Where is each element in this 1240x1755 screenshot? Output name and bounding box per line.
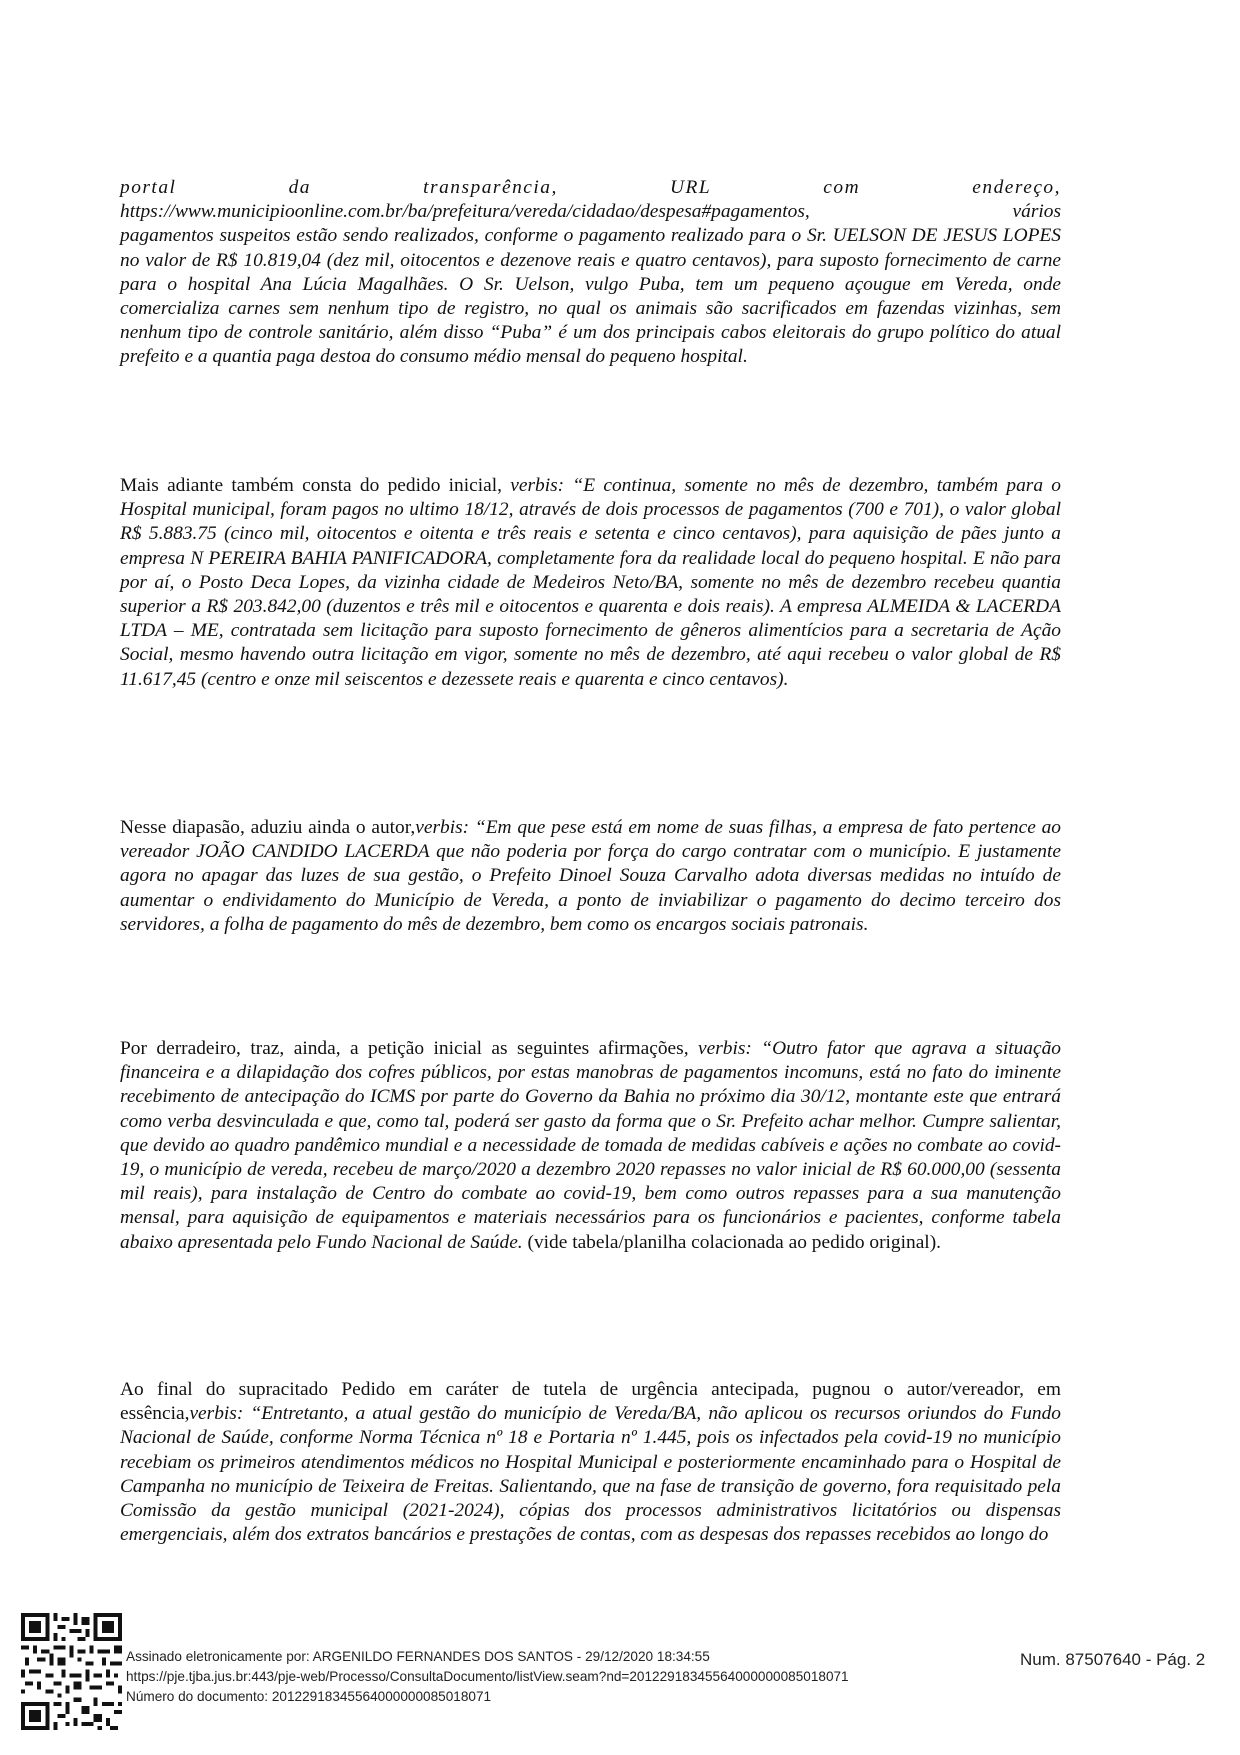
- paragraph-4-tail: (vide tabela/planilha colacionada ao pedido original).: [522, 1231, 942, 1253]
- paragraph-1-first-line: [120, 176, 1061, 200]
- paragraph-1-url-line: [120, 200, 1061, 224]
- qr-code-icon[interactable]: [20, 1613, 123, 1730]
- document-number-line: Número do documento: 20122918345564000000085018071: [126, 1689, 492, 1704]
- signed-by-line: Assinado eletronicamente por: ARGENILDO FERNANDES DOS SANTOS - 29/12/2020 18:34:55: [126, 1649, 710, 1664]
- paragraph-1-body: pagamentos suspeitos estão sendo realizados, conforme o pagamento realizado para o Sr. UELSON DE JESUS LOPES no valor de R$ 10.819,04 (dez mil, oitocentos e dezenove reais e quatro centavos), para suposto fornecimento de carne para o hospital Ana Lúcia Magalhães. O Sr. Uelson, vulgo Puba, tem um pequeno açougue em Vereda, onde comercializa carnes sem nenhum tipo de registro, no qual os animais são sacrificados em fazendas vizinhas, sem nenhum tipo de controle sanitário, além disso “Puba” é um dos principais cabos eleitorais do grupo político do atual prefeito e a quantia paga destoa do consumo médio mensal do pequeno hospital.: [120, 225, 1061, 368]
- signature-footer: [0, 1613, 1240, 1743]
- word: endereço,: [972, 177, 1061, 198]
- paragraph-5: [120, 1378, 1061, 1547]
- paragraph-3: [120, 816, 1061, 937]
- word: vários: [1012, 201, 1061, 223]
- word: transparência,: [423, 177, 558, 198]
- paragraph-4-lead: Por derradeiro, traz, ainda, a petição inicial as seguintes afirmações: [120, 1038, 684, 1059]
- document-url-link[interactable]: https://pje.tjba.jus.br:443/pje-web/Processo/ConsultaDocumento/listView.seam?nd=20122918345564000000085018071: [126, 1669, 849, 1684]
- paragraph-2-lead: Mais adiante também consta do pedido inicial,: [120, 475, 511, 496]
- word: da: [288, 177, 311, 198]
- paragraph-3-quote: verbis: “Em que pese está em nome de suas filhas, a empresa de fato pertence ao vereador JOÃO CANDIDO LACERDA que não poderia por força do cargo contratar com o município. E justamente agora no apagar das luzes de sua gestão, o Prefeito Dinoel Souza Carvalho adota diversas medidas no intuído de aumentar o endividamento do Município de Vereda, a ponto de inviabilizar o pagamento do decimo terceiro dos servidores, a folha de pagamento do mês de dezembro, bem como os encargos sociais patronais.: [120, 817, 1061, 935]
- transparency-url: https://www.municipioonline.com.br/ba/prefeitura/vereda/cidadao/despesa#pagamentos,: [120, 201, 810, 223]
- paragraph-1: [120, 176, 1061, 370]
- paragraph-5-quote: verbis: “Entretanto, a atual gestão do município de Vereda/BA, não aplicou os recursos oriundos do Fundo Nacional de Saúde, conforme Norma Técnica nº 18 e Portaria nº 1.445, pois os infectados pela covid-19 no município recebiam os primeiros atendimentos médicos no Hospital Municipal e posteriormente encaminhado para o Hospital de Campanha no município de Teixeira de Freitas. Salientando, que na fase de transição de governo, fora requisitado pela Comissão da gestão municipal (2021-2024), cópias dos processos administrativos licitatórios ou dispensas emergenciais, além dos extratos bancários e prestações de contas, com as despesas dos repasses recebidos ao longo do: [120, 1403, 1061, 1546]
- word: portal: [120, 177, 177, 198]
- paragraph-4-quote: , verbis: “Outro fator que agrava a situação financeira e a dilapidação dos cofres públicos, por estas manobras de pagamentos incomuns, está no fato do iminente recebimento de antecipação do ICMS por parte do Governo da Bahia no próximo dia 30/12, montante este que entrará como verba desvinculada e que, como tal, poderá ser gasto da forma que o Sr. Prefeito achar melhor. Cumpre salientar, que devido ao quadro pandêmico mundial e a necessidade de tomada de medidas cabíveis e ações no combate ao covid-19, o município de vereda, recebeu de março/2020 a dezembro 2020 repasses no valor inicial de R$ 60.000,00 (sessenta mil reais), para instalação de Centro do combate ao covid-19, bem como outros repasses para a sua manutenção mensal, para aquisição de equipamentos e materiais necessários para os funcionários e pacientes, conforme tabela abaixo apresentada pelo Fundo Nacional de Saúde.: [120, 1038, 1061, 1253]
- paragraph-3-lead: Nesse diapasão, aduziu ainda o autor,: [120, 817, 416, 838]
- paragraph-2-quote: verbis: “E continua, somente no mês de dezembro, também para o Hospital municipal, foram pagos no ultimo 18/12, através de dois processos de pagamentos (700 e 701), o valor global R$ 5.883.75 (cinco mil, oitocentos e oitenta e três reais e setenta e cinco centavos), para aquisição de pães junto a empresa N PEREIRA BAHIA PANIFICADORA, completamente fora da realidade local do pequeno hospital. E não para por aí, o Posto Deca Lopes, da vizinha cidade de Medeiros Neto/BA, somente no mês de dezembro recebeu quantia superior a R$ 203.842,00 (duzentos e três mil e oitocentos e quarenta e dois reais). A empresa ALMEIDA & LACERDA LTDA – ME, contratada sem licitação para suposto fornecimento de gêneros alimentícios para a secretaria de Ação Social, mesmo havendo outra licitação em vigor, somente no mês de dezembro, até aqui recebeu o valor global de R$ 11.617,45 (centro e onze mil seiscentos e dezessete reais e quarenta e cinco centavos).: [120, 475, 1061, 690]
- word: URL: [669, 177, 712, 198]
- paragraph-4: [120, 1037, 1061, 1255]
- signature-block: [126, 1647, 849, 1707]
- word: com: [823, 177, 861, 198]
- page-number-label: Num. 87507640 - Pág. 2: [1020, 1650, 1206, 1669]
- paragraph-5-lead: Ao final do supracitado Pedido em caráter de tutela de urgência antecipada, pugnou o autor/vereador, em essência,: [120, 1379, 1061, 1425]
- paragraph-2: [120, 474, 1061, 692]
